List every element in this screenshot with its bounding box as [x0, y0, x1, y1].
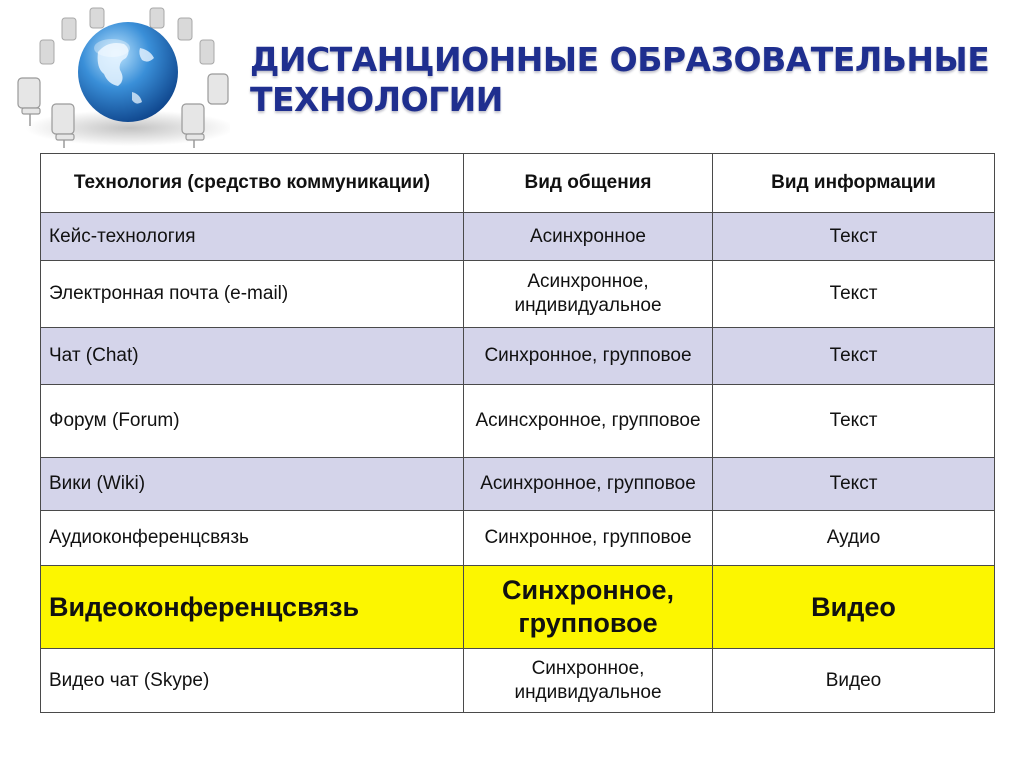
cell-information: Текст [713, 213, 995, 261]
header-information-type: Вид информации [713, 154, 995, 213]
table-row [41, 649, 995, 713]
cell-communication: Синхронное, групповое [464, 566, 713, 649]
cell-communication: Асинхронное, индивидуальное [464, 261, 713, 328]
table-row [41, 511, 995, 566]
cell-communication: Синхронное, групповое [464, 511, 713, 566]
table-row [41, 385, 995, 458]
table-row [41, 261, 995, 328]
cell-information: Текст [713, 458, 995, 511]
cell-information: Аудио [713, 511, 995, 566]
cell-communication: Асинсхронное, групповое [464, 385, 713, 458]
slide-title [250, 40, 989, 120]
cell-information: Текст [713, 261, 995, 328]
cell-communication: Асинхронное [464, 213, 713, 261]
cell-technology: Видеоконференцсвязь [41, 566, 464, 649]
cell-technology: Кейс-технология [41, 213, 464, 261]
header-communication-type: Вид общения [464, 154, 713, 213]
cell-communication: Синхронное, индивидуальное [464, 649, 713, 713]
slide-title-line-1: ДИСТАНЦИОННЫЕ ОБРАЗОВАТЕЛЬНЫЕ [250, 40, 990, 79]
table-row [41, 213, 995, 261]
cell-communication: Асинхронное, групповое [464, 458, 713, 511]
cell-information: Текст [713, 328, 995, 385]
cell-information: Видео [713, 649, 995, 713]
cell-technology: Форум (Forum) [41, 385, 464, 458]
table-row [41, 458, 995, 511]
table-header-row [41, 154, 995, 213]
cell-technology: Чат (Chat) [41, 328, 464, 385]
cell-technology: Видео чат (Skype) [41, 649, 464, 713]
globe-with-chairs-icon [0, 0, 230, 150]
cell-information: Видео [713, 566, 995, 649]
header-technology: Технология (средство коммуникации) [41, 154, 464, 213]
table-row-highlighted [41, 566, 995, 649]
table-row [41, 328, 995, 385]
cell-communication: Синхронное, групповое [464, 328, 713, 385]
technologies-table [40, 153, 995, 713]
cell-technology: Вики (Wiki) [41, 458, 464, 511]
slide-title-line-2: ТЕХНОЛОГИИ [250, 80, 503, 119]
cell-technology: Аудиоконференцсвязь [41, 511, 464, 566]
cell-technology: Электронная почта (e-mail) [41, 261, 464, 328]
cell-information: Текст [713, 385, 995, 458]
